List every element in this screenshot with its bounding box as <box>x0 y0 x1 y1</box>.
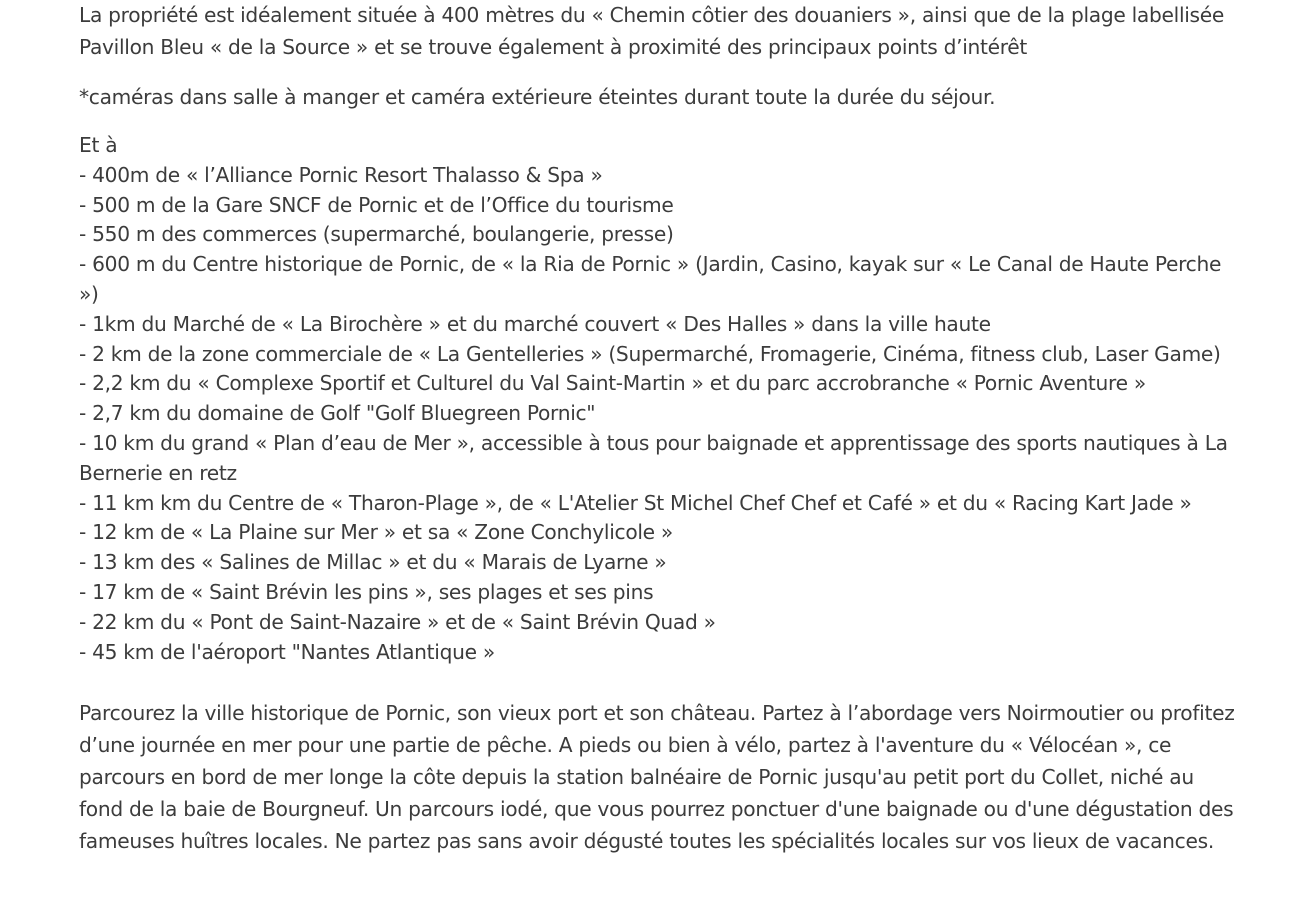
distance-item: - 2,2 km du « Complexe Sportif et Culturel du Val Saint-Martin » et du parc accrobranche « Pornic Aventure » <box>79 371 1146 396</box>
distance-item: - 550 m des commerces (supermarché, boulangerie, presse) <box>79 222 674 247</box>
distance-item: - 45 km de l'aéroport "Nantes Atlantique » <box>79 639 495 664</box>
distance-item: - 400m de « l’Alliance Pornic Resort Thalasso & Spa » <box>79 162 603 187</box>
activities-paragraph: Parcourez la ville historique de Pornic, son vieux port et son château. Partez à l’abordage vers Noirmoutier ou profitez d’une journée en mer pour une partie de pêche. A pieds ou bien à vélo, partez à l'aventure du « Vélocéan », ce parcours en bord de mer longe la côte depuis la station balnéaire de Pornic jusqu'au petit port du Collet, niché au fond de la baie de Bourgneuf. Un parcours iodé, que vous pourrez ponctuer d'une baignade ou d'une dégustation des fameuses huîtres locales. Ne partez pas sans avoir dégusté toutes les spécialités locales sur vos lieux de vacances. <box>79 701 1235 854</box>
distance-item: - 500 m de la Gare SNCF de Pornic et de l’Office du tourisme <box>79 192 674 217</box>
distances-list <box>79 131 1239 667</box>
distance-item: - 13 km des « Salines de Millac » et du « Marais de Lyarne » <box>79 550 667 575</box>
location-paragraph: La propriété est idéalement située à 400 mètres du « Chemin côtier des douaniers », ainsi que de la plage labellisée Pavillon Bleu « de la Source » et se trouve également à proximité des principaux points d’intérêt <box>79 3 1225 59</box>
distance-item: - 2,7 km du domaine de Golf "Golf Bluegreen Pornic" <box>79 401 596 426</box>
distance-item: - 10 km du grand « Plan d’eau de Mer », accessible à tous pour baignade et apprentissage des sports nautiques à La Bernerie en retz <box>79 430 1228 485</box>
distance-item: - 12 km de « La Plaine sur Mer » et sa « Zone Conchylicole » <box>79 520 673 545</box>
cameras-note: *caméras dans salle à manger et caméra extérieure éteintes durant toute la durée du séjour. <box>79 85 996 109</box>
listing-description <box>79 0 1239 857</box>
distance-item: - 22 km du « Pont de Saint-Nazaire » et de « Saint Brévin Quad » <box>79 609 716 634</box>
distance-item: - 11 km km du Centre de « Tharon-Plage », de « L'Atelier St Michel Chef Chef et Café » et du « Racing Kart Jade » <box>79 490 1192 515</box>
distance-item: - 2 km de la zone commerciale de « La Gentelleries » (Supermarché, Fromagerie, Cinéma, fitness club, Laser Game) <box>79 341 1221 366</box>
distance-item: - 600 m du Centre historique de Pornic, de « la Ria de Pornic » (Jardin, Casino, kayak sur « Le Canal de Haute Perche ») <box>79 252 1222 306</box>
distance-item: - 17 km de « Saint Brévin les pins », ses plages et ses pins <box>79 579 654 604</box>
distances-intro: Et à <box>79 133 118 157</box>
distance-item: - 1km du Marché de « La Birochère » et du marché couvert « Des Halles » dans la ville haute <box>79 311 991 336</box>
